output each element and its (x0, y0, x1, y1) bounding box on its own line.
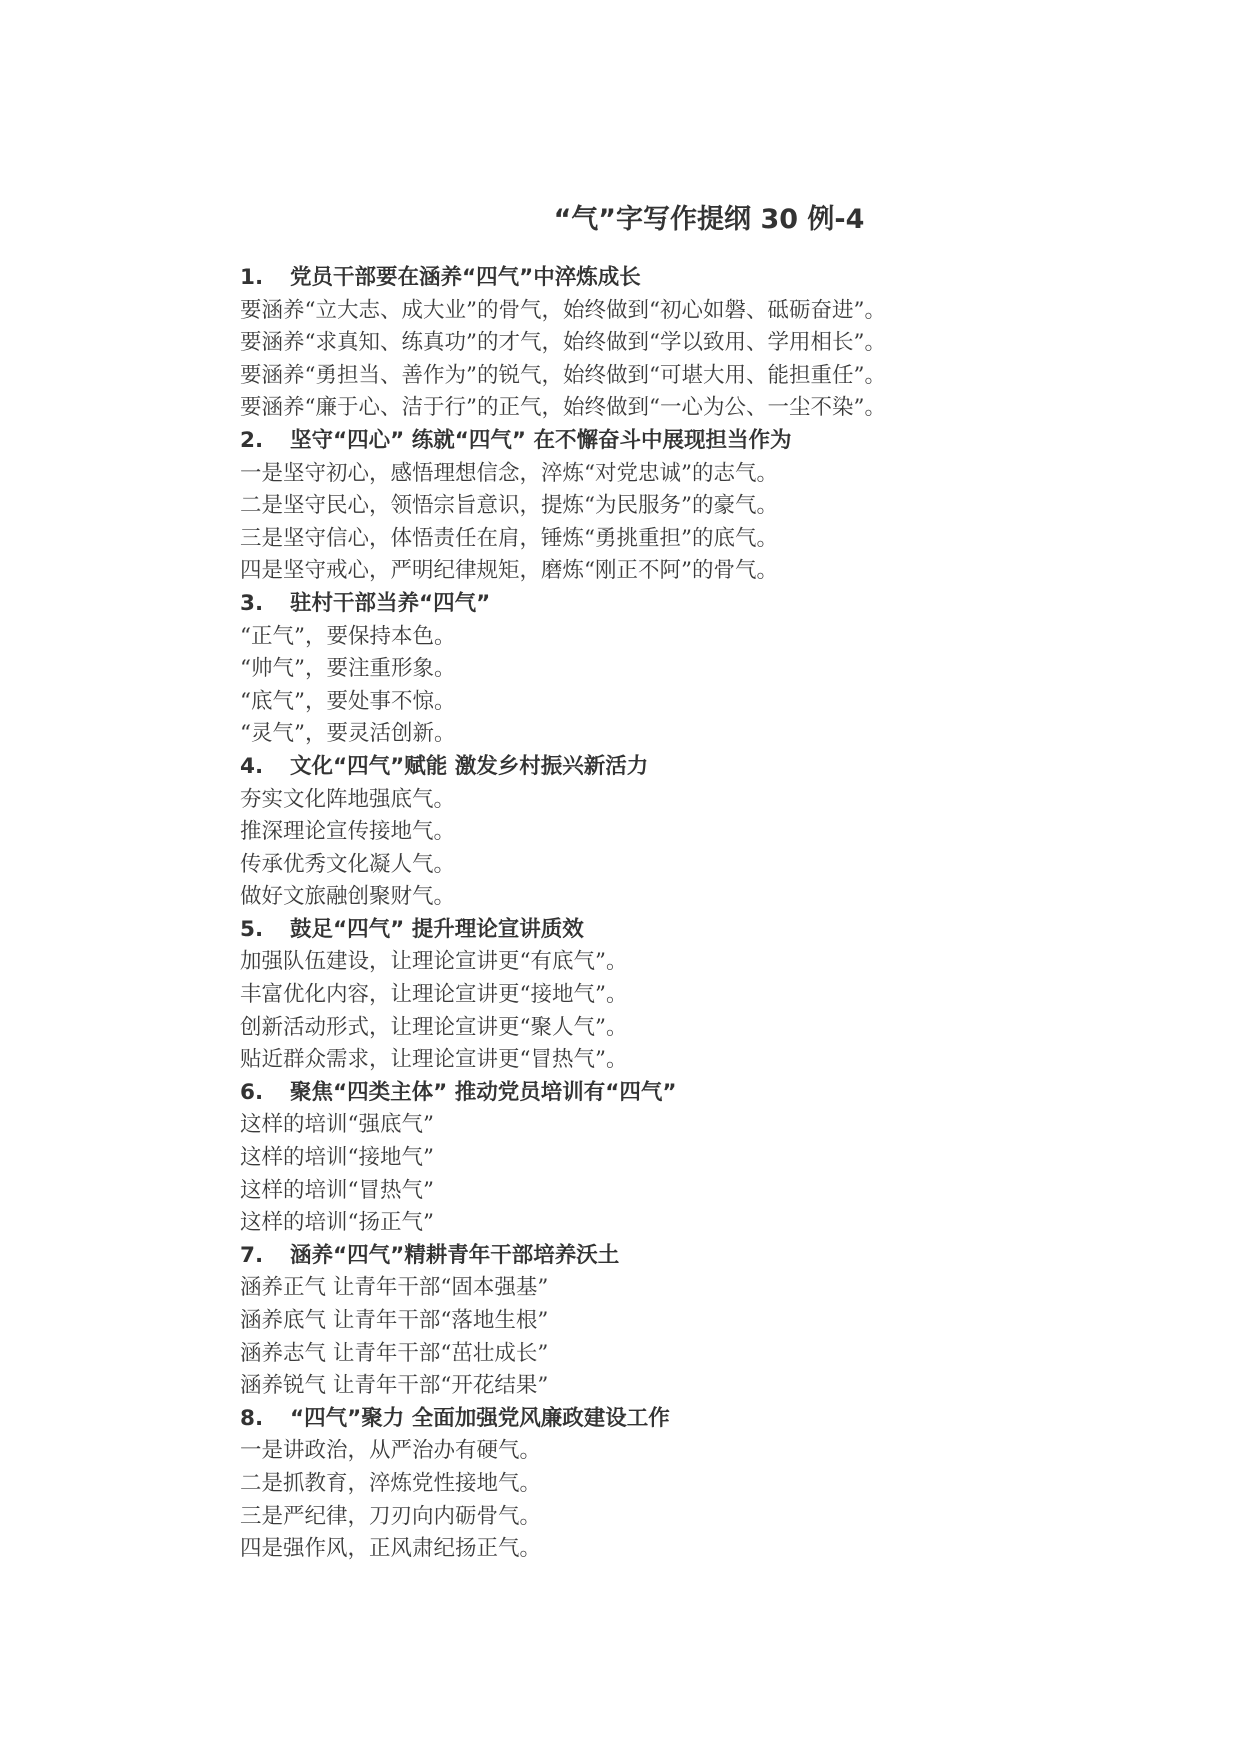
body-line: “灵气”，要灵活创新。 (240, 721, 456, 747)
section-title: 鼓足“四气” 提升理论宣讲质效 (290, 916, 584, 942)
section-number: 2. (240, 427, 264, 453)
section-heading (240, 751, 1140, 784)
section-number: 4. (240, 753, 264, 779)
body-line: 一是坚守初心，感悟理想信念，淬炼“对党忠诚”的志气。 (240, 460, 778, 486)
body-line: 一是讲政治，从严治办有硬气。 (240, 1438, 542, 1464)
section-heading (240, 1077, 1140, 1110)
body-line: 做好文旅融创聚财气。 (240, 884, 456, 910)
section-heading (240, 1240, 1140, 1273)
section-6 (240, 1077, 1140, 1240)
document-title: “气”字写作提纲 30 例-4 (553, 204, 865, 235)
body-line: 推深理论宣传接地气。 (240, 819, 456, 845)
body-line: 这样的培训“扬正气” (240, 1210, 434, 1236)
section-title: 党员干部要在涵养“四气”中淬炼成长 (290, 265, 641, 290)
section-number: 6. (240, 1079, 264, 1105)
section-title: 涵养“四气”精耕青年干部培养沃土 (290, 1242, 620, 1268)
body-line: 丰富优化内容，让理论宣讲更“接地气”。 (240, 982, 628, 1008)
section-number: 3. (240, 590, 264, 616)
document-page (240, 196, 1140, 1566)
body-line: 要涵养“立大志、成大业”的骨气，始终做到“初心如磐、砥砺奋进”。 (240, 297, 886, 323)
body-line: 涵养底气 让青年干部“落地生根” (240, 1308, 549, 1333)
section-2 (240, 425, 1140, 588)
body-line: 贴近群众需求，让理论宣讲更“冒热气”。 (240, 1047, 628, 1073)
body-line: 这样的培训“冒热气” (240, 1177, 434, 1203)
section-title: 驻村干部当养“四气” (290, 590, 491, 616)
body-line: 二是坚守民心，领悟宗旨意识，提炼“为民服务”的豪气。 (240, 493, 778, 519)
body-line: 三是坚守信心，体悟责任在肩，锤炼“勇挑重担”的底气。 (240, 525, 778, 551)
section-heading (240, 588, 1140, 621)
section-number: 1. (240, 265, 264, 290)
body-line: 创新活动形式，让理论宣讲更“聚人气”。 (240, 1014, 628, 1040)
body-line: 四是坚守戒心，严明纪律规矩，磨炼“刚正不阿”的骨气。 (240, 558, 778, 584)
section-7 (240, 1240, 1140, 1403)
section-number: 7. (240, 1242, 264, 1268)
section-4 (240, 751, 1140, 914)
body-line: 涵养志气 让青年干部“茁壮成长” (240, 1340, 549, 1366)
body-line: 要涵养“勇担当、善作为”的锐气，始终做到“可堪大用、能担重任”。 (240, 362, 886, 388)
body-line: 这样的培训“强底气” (240, 1112, 434, 1138)
section-title: 聚焦“四类主体” 推动党员培训有“四气” (290, 1079, 677, 1105)
section-heading (240, 1403, 1140, 1436)
section-heading (240, 425, 1140, 458)
body-line: “正气”，要保持本色。 (240, 623, 456, 649)
body-line: 夯实文化阵地强底气。 (240, 786, 456, 812)
section-heading (240, 914, 1140, 947)
body-line: “底气”，要处事不惊。 (240, 688, 456, 714)
section-1 (240, 262, 1140, 425)
body-line: 要涵养“廉于心、洁于行”的正气，始终做到“一心为公、一尘不染”。 (240, 395, 886, 421)
section-3 (240, 588, 1140, 751)
section-heading (240, 262, 1140, 295)
body-line: 三是严纪律，刀刃向内砺骨气。 (240, 1503, 542, 1529)
body-line: 这样的培训“接地气” (240, 1145, 434, 1171)
section-title: “四气”聚力 全面加强党风廉政建设工作 (290, 1405, 670, 1431)
section-number: 8. (240, 1405, 264, 1431)
body-line: “帅气”，要注重形象。 (240, 656, 456, 682)
body-line: 涵养锐气 让青年干部“开花结果” (240, 1373, 549, 1399)
section-5 (240, 914, 1140, 1077)
body-line: 二是抓教育，淬炼党性接地气。 (240, 1470, 542, 1496)
body-line: 传承优秀文化凝人气。 (240, 851, 456, 877)
section-title: 文化“四气”赋能 激发乡村振兴新活力 (290, 753, 649, 779)
body-line: 涵养正气 让青年干部“固本强基” (240, 1275, 549, 1301)
section-title: 坚守“四心” 练就“四气” 在不懈奋斗中展现担当作为 (290, 427, 792, 453)
body-line: 要涵养“求真知、练真功”的才气，始终做到“学以致用、学用相长”。 (240, 330, 886, 356)
section-number: 5. (240, 916, 264, 942)
body-line: 四是强作风，正风肃纪扬正气。 (240, 1536, 542, 1562)
body-line: 加强队伍建设，让理论宣讲更“有底气”。 (240, 949, 628, 975)
section-8 (240, 1403, 1140, 1566)
